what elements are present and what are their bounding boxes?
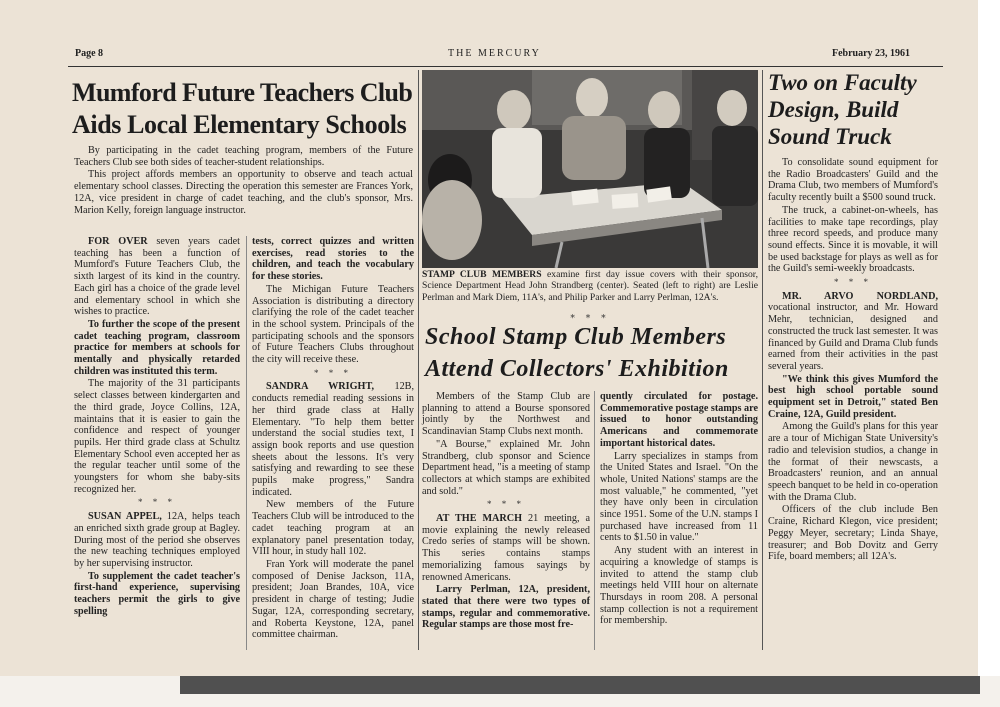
column-rule xyxy=(246,236,247,650)
paragraph: Members of the Stamp Club are planning to attend a Bourse sponsored jointly by the Northwest and Scandinavian Stamp Clubs next month. xyxy=(422,391,590,438)
paragraph: The majority of the 31 participants select classes between kindergarten and the third grade, Joyce Collins, 12A, maintains that it is easier to gain the confidence and respect of younger pupils. Her third grade class at Schultz Elementary School even accepted her as the regular teacher until some of the youngsters for whom she baby-sits recognized her. xyxy=(74,378,240,495)
truck-story-column xyxy=(768,157,938,564)
paragraph-text: vocational instructor, and Mr. Howard Mehr, technician, designed and constructed the truck last semester. It was financed by Guild and Drama Club funds earned from their activities in the past several years. xyxy=(768,302,938,372)
column-rule xyxy=(594,391,595,650)
story-column-1 xyxy=(74,236,240,619)
page-number: Page 8 xyxy=(75,48,104,59)
headline-line-1: Mumford Future Teachers Club xyxy=(72,78,413,107)
paragraph xyxy=(252,381,414,498)
stamp-column-1 xyxy=(422,391,590,632)
bold-paragraph: quently circulated for postage. Commemorative postage stamps are issued to honor outstanding Americans and commemorate important historical dates. xyxy=(600,391,758,449)
photo-caption xyxy=(422,269,758,303)
stamp-headline-line-2: Attend Collectors' Exhibition xyxy=(425,356,729,382)
paragraph: Larry specializes in stamps from the United States and Israel. "On the whole, United Nations' stamps are the most valuable," he commented, "yet they have only been in circulation since 1951. Some of the U.N. stamps I purchased have increased from 11 cents to $1.50 in value." xyxy=(600,450,758,544)
paragraph xyxy=(74,511,240,570)
paragraph xyxy=(422,513,590,583)
paragraph: The truck, a cabinet-on-wheels, has facilities to make tape recordings, play three record speeds, and produce many sound effects. Since it is movable, it will be used backstage for plays as well as for the Guild's semi-weekly broadcasts. xyxy=(768,204,938,275)
bold-paragraph: To supplement the cadet teacher's first-hand experience, supervising teachers permit the girls to give spelling xyxy=(74,570,240,617)
lead-in: FOR OVER xyxy=(88,236,148,247)
story-intro xyxy=(74,145,413,217)
paragraph-text: 12A, helps teach an enriched sixth grade group at Bagley. During most of the period she observes the new teaching techniques employed by her supervising instructor. xyxy=(74,511,240,569)
bold-paragraph: To further the scope of the present cadet teaching program, classroom practice for members at schools for mentally and physically retarded children was instituted this term. xyxy=(74,318,240,377)
paragraph: Among the Guild's plans for this year are a tour of Michigan State University's radio and television studios, a change in the format of their newscasts, a Broadcasters' reunion, and an annual speech banquet to be held in co-operation with the Drama Club. xyxy=(768,421,938,503)
paragraph: "A Bourse," explained Mr. John Strandberg, club sponsor and Science Department head, "is a meeting of stamp collectors at which stamps are exhibited and sold." xyxy=(422,438,590,497)
lead-in: SANDRA WRIGHT, xyxy=(266,381,375,393)
paragraph-text: 21 meeting, a movie explaining the newly released Credo series of stamps will be shown. This series contains stamps memorializing famous sayings by renowned Americans. xyxy=(422,513,590,583)
bold-paragraph: "We think this gives Mumford the best high school portable sound equipment set in Detroit," stated Ben Craine, 12A, Guild president. xyxy=(768,373,938,420)
caption-lead: STAMP CLUB MEMBERS xyxy=(422,269,542,280)
issue-date: February 23, 1961 xyxy=(832,48,911,59)
lead-in: SUSAN APPEL, xyxy=(88,511,162,523)
column-rule xyxy=(762,70,763,650)
paragraph: The Michigan Future Teachers Association is distributing a directory clarifying the role of the cadet teacher in the school system. Principals of the participating schools and the sponsors of Future Teachers Clubs throughout the city will receive these. xyxy=(252,283,414,366)
truck-headline-line-1: Two on Faculty xyxy=(768,70,917,95)
lead-in: AT THE MARCH xyxy=(436,513,523,525)
section-divider: * * * xyxy=(487,499,525,510)
stamp-column-2 xyxy=(600,391,758,628)
bold-paragraph: tests, correct quizzes and written exercises, read stories to the children, and teach the vocabulary for these stories. xyxy=(252,236,414,283)
section-divider: * * * xyxy=(138,497,176,508)
intro-paragraph: By participating in the cadet teaching program, members of the Future Teachers Club see both sides of teacher-student relationships. xyxy=(74,145,413,168)
paragraph xyxy=(74,236,240,318)
scan-edge-shadow xyxy=(180,676,980,694)
stamp-headline-line-1: School Stamp Club Members xyxy=(425,324,727,350)
lead-in: MR. ARVO NORDLAND, xyxy=(782,290,938,302)
headline-line-2: Aids Local Elementary Schools xyxy=(72,110,407,139)
truck-headline-line-3: Sound Truck xyxy=(768,124,892,149)
paragraph: Any student with an interest in acquiring a knowledge of stamps is invited to attend the stamp club meetings held VIII hour on alternate Thursdays in room 208. A personal stamp collection is not a requirement for membership. xyxy=(600,545,758,627)
photo-illustration xyxy=(422,70,758,268)
masthead-rule xyxy=(68,66,943,67)
intro-paragraph: This project affords members an opportunity to observe and teach actual elementary school classes. Directing the operation this semester are Frances York, 12A, vice president in charge of cadet teaching, and the club's sponsor, Mrs. Marion Kelly, foreign language instructor. xyxy=(74,169,413,216)
paragraph: Fran York will moderate the panel composed of Denise Jackson, 11A, president; Joan Brandes, 10A, vice president in charge of testing; Judie Sugar, 12A, corresponding secretary, and Roberta Keystone, 12A, panel committee chairman. xyxy=(252,558,414,641)
section-divider: * * * xyxy=(570,314,610,324)
stamp-club-photo xyxy=(422,70,758,268)
bold-paragraph: Larry Perlman, 12A, president, stated that there were two types of stamps, regular and commemorative. Regular stamps are those most fre- xyxy=(422,584,590,631)
paragraph: Officers of the club include Ben Craine, Richard Klegon, vice president; Peggy Meyer, secretary; Linda Shaye, treasurer; and Bob Dovitz and Gerry Fife, board members; all 12A's. xyxy=(768,504,938,563)
column-rule xyxy=(418,70,419,650)
paragraph-text: 12B, conducts remedial reading sessions in her third grade class at Hally Elementary. "To help them better understand the social studies text, I assign book reports and use question sheets about the lessons. It's very satisfying and rewarding to see these pupils make progress," Sandra indicated. xyxy=(252,381,414,498)
section-divider: * * * xyxy=(834,277,872,288)
paragraph-text: seven years cadet teaching has been a function of Mumford's Future Teachers Club, the sixth largest of its kind in the country. Each girl has a choice of the grade level and elementary school in which she wishes to practice. xyxy=(74,236,240,318)
section-divider: * * * xyxy=(314,367,352,378)
story-column-2 xyxy=(252,236,414,642)
caption-text: examine first day issue covers with their sponsor, Science Department Head John Strandberg (center). Seated (left to right) are Leslie Perlman and Mark Diem, 11A's, and Philip Parker and Larry Perlman, 12A's. xyxy=(422,269,758,303)
newspaper-name: THE MERCURY xyxy=(448,48,541,59)
paragraph: To consolidate sound equipment for the Radio Broadcasters' Guild and the Drama Club, two members of Mumford's faculty recently built a $500 sound truck. xyxy=(768,157,938,204)
paragraph xyxy=(768,291,938,373)
truck-headline-line-2: Design, Build xyxy=(768,97,899,122)
paragraph: New members of the Future Teachers Club will be introduced to the cadet teaching program at an explanatory panel presentation today, VIII hour, in study hall 102. xyxy=(252,499,414,558)
